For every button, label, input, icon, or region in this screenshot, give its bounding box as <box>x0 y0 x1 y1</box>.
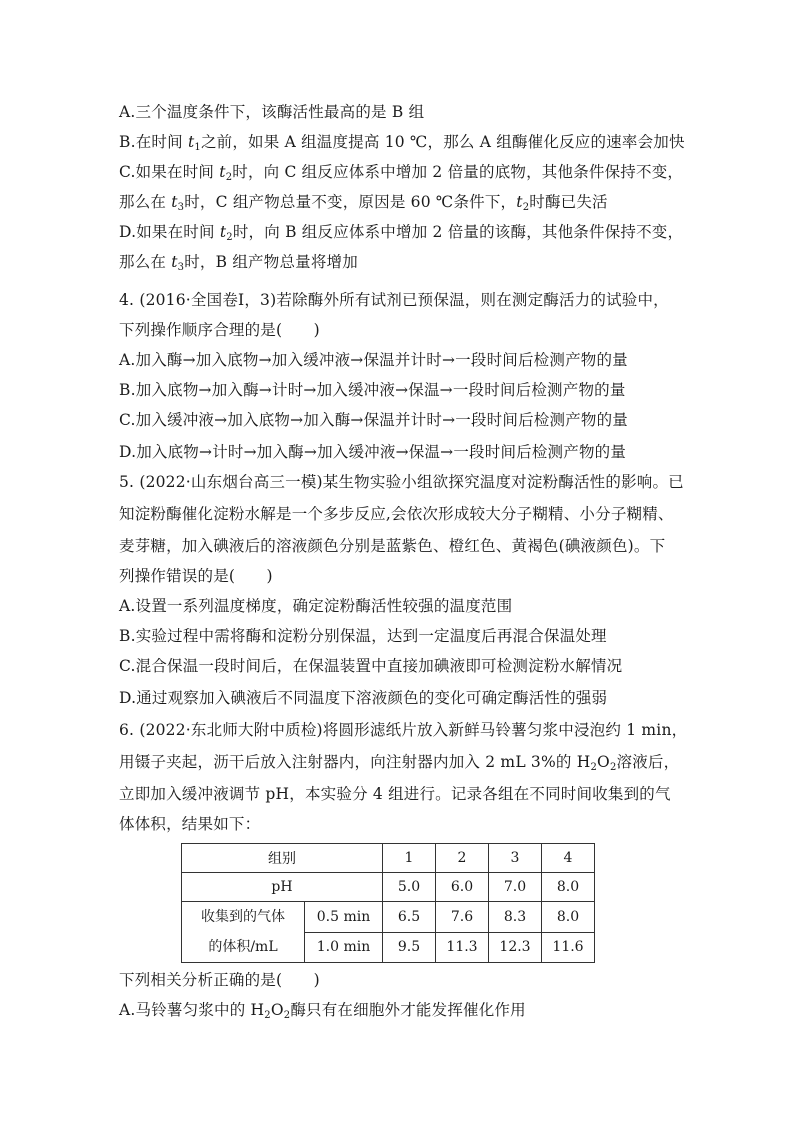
text: C.如果在时间 <box>119 163 220 181</box>
header-volume-line1: 收集到的气体 <box>201 909 285 925</box>
text: 酶只有在细胞外才能发挥催化作用 <box>290 1001 526 1019</box>
table-cell: 12.3 <box>489 932 542 963</box>
results-table <box>181 843 595 963</box>
question-5-stem-line3: 麦芽糖，加入碘液后的溶液颜色分别是蓝紫色、橙红色、黄褐色(碘液颜色)。下 <box>119 537 666 555</box>
option-b-q3 <box>119 132 685 152</box>
table-cell: 3 <box>489 844 542 873</box>
text: D.如果在时间 <box>119 223 220 241</box>
text: 时，B 组产物总量将增加 <box>184 253 358 271</box>
question-6-stem-line4: 体体积，结果如下： <box>119 815 261 833</box>
text: 时，C 组产物总量不变，原因是 60 ℃条件下， <box>184 193 517 211</box>
header-volume <box>182 902 305 963</box>
question-4-stem-line1: 4. (2016·全国卷Ⅰ，3)若除酶外所有试剂已预保温，则在测定酶活力的试验中， <box>119 291 669 309</box>
header-volume-line2: 的体积/mL <box>208 939 278 955</box>
question-5-option-a: A.设置一系列温度梯度，确定淀粉酶活性较强的温度范围 <box>119 597 513 615</box>
text: O <box>597 753 610 771</box>
question-5-stem-line1: 5. (2022·山东烟台高三一模)某生物实验小组欲探究温度对淀粉酶活性的影响。已 <box>119 473 684 491</box>
variable: t <box>219 223 227 241</box>
text: 时，向 C 组反应体系中增加 2 倍量的底物，其他条件保持不变， <box>232 163 684 181</box>
text: 之前，如果 A 组温度提高 10 ℃，那么 A 组酶催化反应的速率会加快 <box>200 133 685 151</box>
text: O <box>270 1001 284 1019</box>
text: 用镊子夹起，沥干后放入注射器内，向注射器内加入 2 mL 3%的 H <box>119 753 591 771</box>
question-6-stem-line3: 立即加入缓冲液调节 pH，本实验分 4 组进行。记录各组在不同时间收集到的气 <box>119 785 671 803</box>
table-cell: 9.5 <box>383 932 436 963</box>
table-cell: 4 <box>542 844 595 873</box>
table-row <box>182 873 595 902</box>
text: 那么在 <box>119 253 172 271</box>
table-cell: 6.0 <box>436 873 489 902</box>
table-row <box>182 902 595 933</box>
variable: t <box>219 163 226 181</box>
question-5-stem-line2: 知淀粉酶催化淀粉水解是一个多步反应,会依次形成较大分子糊精、小分子糊精、 <box>119 505 674 523</box>
question-6-prompt: 下列相关分析正确的是( ) <box>119 971 320 989</box>
table-cell: 7.0 <box>489 873 542 902</box>
subscript: 2 <box>226 232 233 243</box>
table-cell: 1 <box>383 844 436 873</box>
time-label: 0.5 min <box>305 902 383 933</box>
subscript: 2 <box>264 1010 271 1021</box>
question-4-option-c: C.加入缓冲液→加入底物→加入酶→保温并计时→一段时间后检测产物的量 <box>119 411 628 429</box>
variable: t <box>516 193 523 211</box>
header-group: 组别 <box>182 844 383 873</box>
table-cell: 8.3 <box>489 902 542 933</box>
text: 时，向 B 组反应体系中增加 2 倍量的该酶，其他条件保持不变， <box>232 223 684 241</box>
variable: t <box>171 193 178 211</box>
question-5-option-d: D.通过观察加入碘液后不同温度下溶液颜色的变化可确定酶活性的强弱 <box>119 689 608 707</box>
table-cell: 7.6 <box>436 902 489 933</box>
text: 溶液后， <box>616 753 680 771</box>
option-a-q3 <box>119 102 424 122</box>
time-label: 1.0 min <box>305 932 383 963</box>
question-6-stem-line2 <box>119 752 679 772</box>
option-d-q3-line2 <box>119 252 358 272</box>
subscript: 3 <box>177 202 185 213</box>
option-c-q3-line1 <box>119 162 683 182</box>
table-cell: 6.5 <box>383 902 436 933</box>
variable: t <box>171 253 178 271</box>
question-6-stem-line1: 6. (2022·东北师大附中质检)将圆形滤纸片放入新鲜马铃薯匀浆中浸泡约 1 min， <box>119 721 688 739</box>
table-cell: 11.6 <box>542 932 595 963</box>
table-cell: 8.0 <box>542 873 595 902</box>
subscript: 2 <box>283 1010 291 1021</box>
text: A.马铃薯匀浆中的 H <box>119 1001 265 1019</box>
text: A.三个温度条件下，该酶活性最高的是 B 组 <box>119 103 425 121</box>
table-row <box>182 844 595 873</box>
table-cell: 5.0 <box>383 873 436 902</box>
question-4-option-d: D.加入底物→计时→加入酶→加入缓冲液→保温→一段时间后检测产物的量 <box>119 443 627 461</box>
question-5-stem-line4: 列操作错误的是( ) <box>119 567 273 585</box>
table-cell: 8.0 <box>542 902 595 933</box>
subscript: 2 <box>609 762 617 773</box>
subscript: 3 <box>177 262 185 273</box>
subscript: 2 <box>522 202 530 213</box>
header-ph: pH <box>182 873 383 902</box>
table-cell: 11.3 <box>436 932 489 963</box>
text: 那么在 <box>119 193 172 211</box>
question-5-option-c: C.混合保温一段时间后，在保温装置中直接加碘液即可检测淀粉水解情况 <box>119 657 623 675</box>
subscript: 2 <box>590 762 598 773</box>
text: 时酶已失活 <box>529 193 608 211</box>
option-d-q3-line1 <box>119 222 683 242</box>
table-cell: 2 <box>436 844 489 873</box>
question-4-option-a: A.加入酶→加入底物→加入缓冲液→保温并计时→一段时间后检测产物的量 <box>119 351 628 369</box>
question-4-option-b: B.加入底物→加入酶→计时→加入缓冲液→保温→一段时间后检测产物的量 <box>119 381 626 399</box>
subscript: 1 <box>194 142 201 153</box>
text: B.在时间 <box>119 133 188 151</box>
question-5-option-b: B.实验过程中需将酶和淀粉分别保温，达到一定温度后再混合保温处理 <box>119 627 607 645</box>
variable: t <box>187 133 195 151</box>
option-c-q3-line2 <box>119 192 608 212</box>
subscript: 2 <box>225 172 233 183</box>
question-6-option-a <box>119 1000 526 1020</box>
question-4-stem-line2: 下列操作顺序合理的是( ) <box>119 321 320 339</box>
